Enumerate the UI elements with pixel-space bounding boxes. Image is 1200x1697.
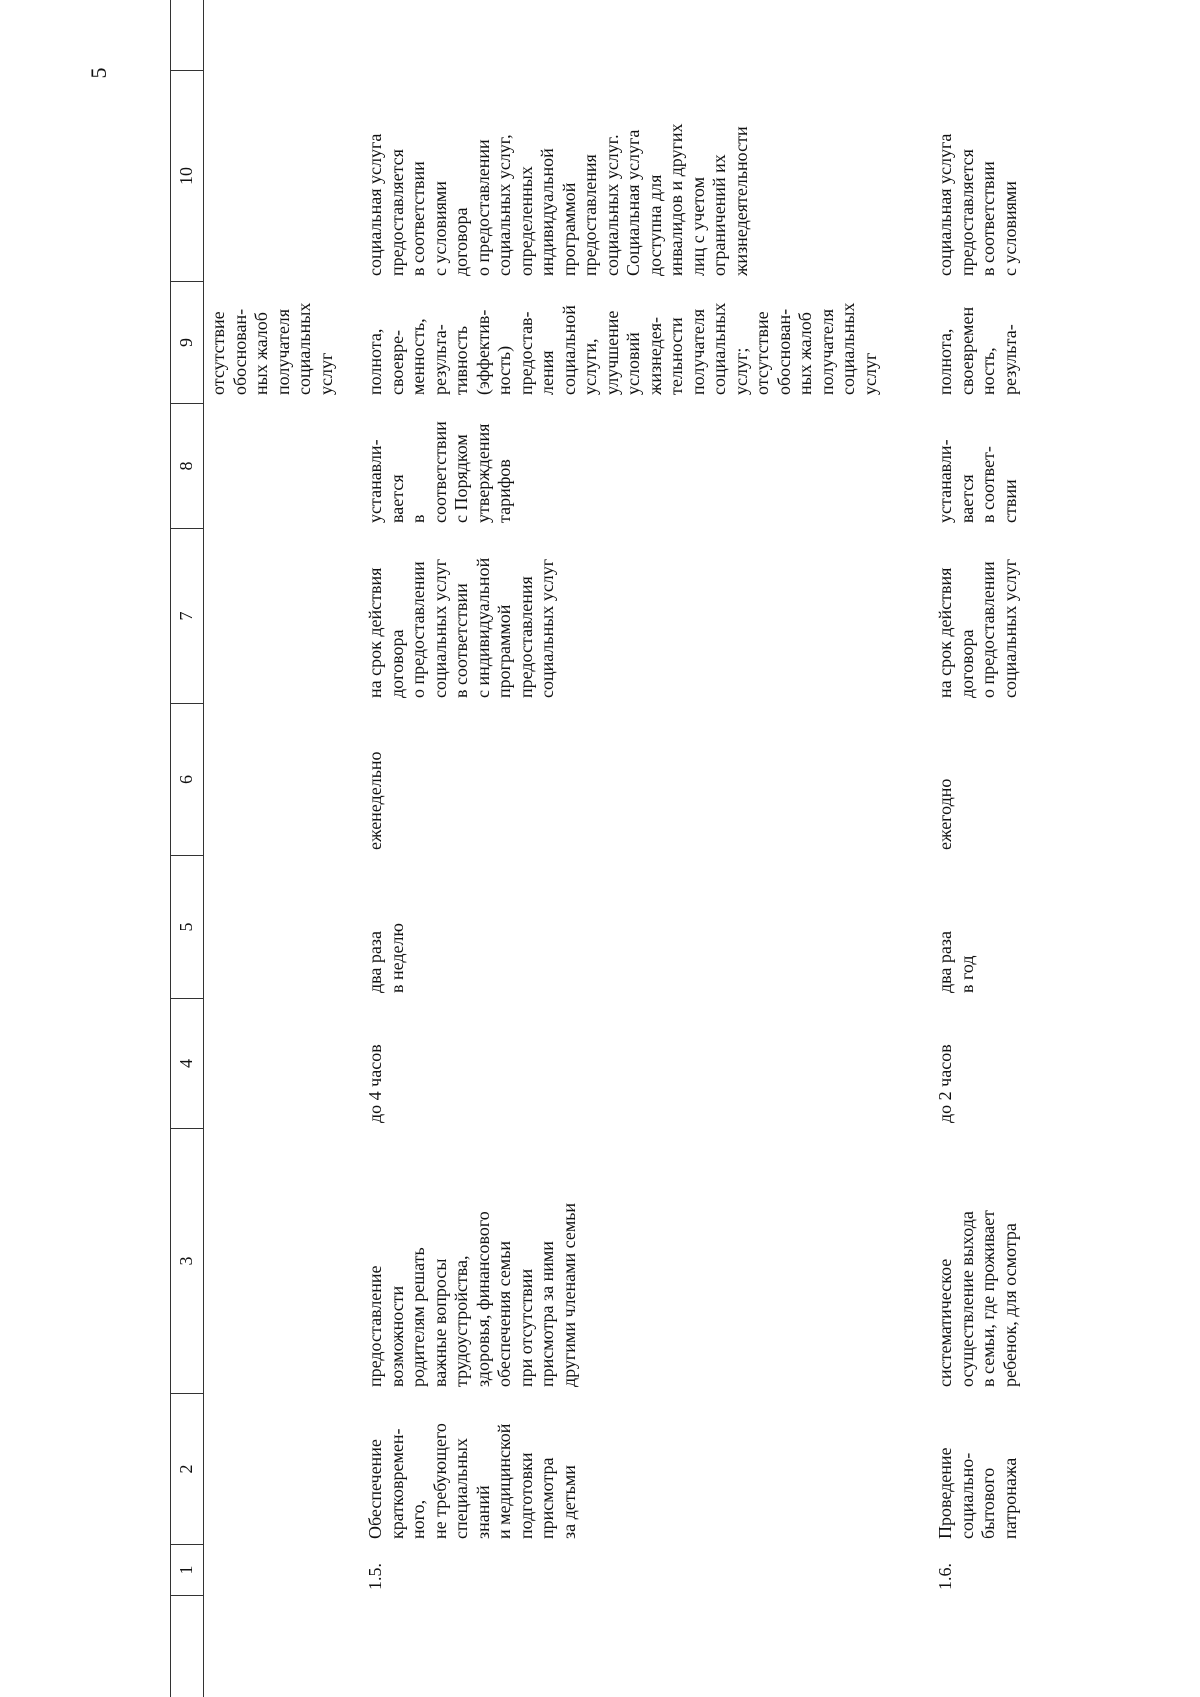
header-col-8: 8 (171, 404, 203, 529)
service-conditions: социальная услуга предоставляется в соответствии с условиями (935, 133, 1020, 276)
service-quality: полнота, своевре- менность, результа- тивность (эффектив- ность) предостав- ления социальной услуги, улучшение условий жизнедея- тельности получателя социальных услуг; отсутствие обоснован- ных жалоб получателя социальных услуг (365, 302, 880, 395)
continuation-quality-text: отсутствие обоснован- ных жалоб получателя социальных услуг (208, 302, 336, 395)
header-col-9: 9 (171, 282, 203, 404)
service-frequency: два раза в неделю (365, 923, 407, 993)
header-col-2: 2 (171, 1394, 203, 1545)
service-periodicity: еженедельно (365, 751, 385, 850)
service-frequency: два раза в год (935, 931, 977, 993)
row-number: 1.5. (365, 1563, 385, 1590)
row-number: 1.6. (935, 1563, 955, 1590)
header-col-7: 7 (171, 529, 203, 704)
service-description: предоставление возможности родителям решать важные вопросы трудоустройства, здоровья, финансового обеспечения семьи при отсутствии присмотра за ними другими членами семьи (365, 1202, 579, 1387)
header-col-5: 5 (171, 856, 203, 999)
service-quality: полнота, своевремен ность, результа- (935, 306, 1020, 395)
header-col-6: 6 (171, 704, 203, 856)
service-tariff: устанавли- вается в соответствии с Порядком утверждения тарифов (365, 421, 514, 523)
service-tariff: устанавли- вается в соответ- ствии (935, 439, 1020, 523)
service-duration: до 4 часов (365, 1044, 385, 1123)
service-description: систематическое осуществление выхода в семьи, где проживает ребенок, для осмотра (935, 1210, 1020, 1387)
table-header-row (170, 0, 204, 1697)
header-col-3: 3 (171, 1129, 203, 1394)
service-conditions: социальная услуга предоставляется в соответствии с условиями договора о предоставлении социальных услуг, определенных индивидуальной программой предоставления социальных услуг. Социальная услуга доступна для инвалидов и других лиц с учетом ограничений их жизнедеятельности (365, 123, 751, 276)
header-col-1: 1 (171, 1545, 203, 1596)
header-col-10: 10 (171, 70, 203, 282)
service-term: на срок действия договора о предоставлении социальных услуг в соответствии с индивидуальной программой предоставления социальных услуг (365, 557, 557, 698)
service-duration: до 2 часов (935, 1044, 955, 1123)
page-number: 5 (86, 67, 111, 79)
service-name: Проведение социально- бытового патронажа (935, 1447, 1020, 1539)
service-term: на срок действия договора о предоставлении социальных услуг (935, 558, 1020, 698)
service-name: Обеспечение кратковремен- ного, не требующего специальных знаний и медицинской подготовки присмотра за детьми (365, 1423, 579, 1539)
service-periodicity: ежегодно (935, 778, 955, 850)
header-col-4: 4 (171, 999, 203, 1129)
